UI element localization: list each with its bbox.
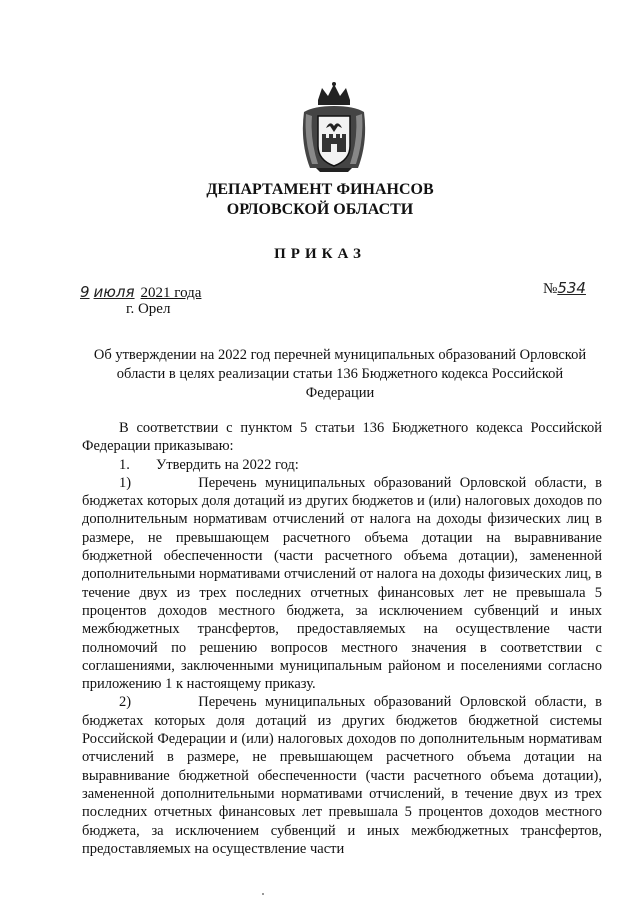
list-item-1-number: 1. [119,456,130,473]
body-intro: В соответствии с пунктом 5 статьи 136 Бюджетного кодекса Российской Федерации приказываю: [82,420,602,455]
date-day: 9 [80,283,90,301]
document-date [80,283,201,302]
subitem-2: 2) Перечень муниципальных образований Орловской области, в бюджетах которых доля дотаций из других бюджетов бюджетной системы Российской Федерации и (или) налоговых доходов по дополнительным нормативам отчислений в размере, не превышающем расчетного объема дотации на выравнивание бюджетной обеспеченности (части расчетного объема дотации), замененной дополнительными нормативами отчислений, в течение двух из трех последних отчетных финансовых лет превышала 5 процентов доходов местного бюджета, за исключением субвенций и иных межбюджетных трансфертов, предоставляемых на осуществление части [82,694,602,857]
number-value: 534 [557,279,586,297]
number-prefix: № [543,281,558,297]
document-subject [70,346,610,403]
orel-oblast-coat-of-arms-icon [296,82,372,174]
scan-speck [262,893,264,895]
document-type-title: ПРИКАЗ [274,246,366,262]
document-number [543,279,586,298]
list-item-1 [82,456,602,474]
date-year: 2021 года [140,285,202,301]
document-body [82,419,602,858]
date-month: июля [93,283,135,301]
subject-line-3: Федерации [305,385,375,401]
list-item-1-text: Утвердить на 2022 год: [156,456,299,473]
department-name-line2: ОРЛОВСКОЙ ОБЛАСТИ [226,201,414,218]
subitem-1: 1) Перечень муниципальных образований Орловской области, в бюджетах которых доля дотаций из других бюджетов и (или) налоговых доходов по дополнительным нормативам отчислений от налога на доходы физических лиц в размере, не превышающем расчетного объема дотации на выравнивание бюджетной обеспеченности (части расчетного объема дотации), замененной дополнительными нормативами отчислений от налога на доходы физических лиц, в течение двух из трех последних отчетных финансовых лет не превышала 5 процентов доходов местного бюджета, за исключением субвенций и иных межбюджетных трансфертов, предоставляемых на осуществление части полномочий по решению вопросов местного значения в соответствии с соглашениями, заключенными муниципальным районом и поселениями согласно приложению 1 к настоящему приказу. [82,474,602,693]
document-city: г. Орел [126,301,171,317]
subject-line-2: области в целях реализации статьи 136 Бюджетного кодекса Российской [116,366,564,382]
department-name-line1: ДЕПАРТАМЕНТ ФИНАНСОВ [206,181,434,198]
subject-line-1: Об утверждении на 2022 год перечней муниципальных образований Орловской [93,347,587,363]
